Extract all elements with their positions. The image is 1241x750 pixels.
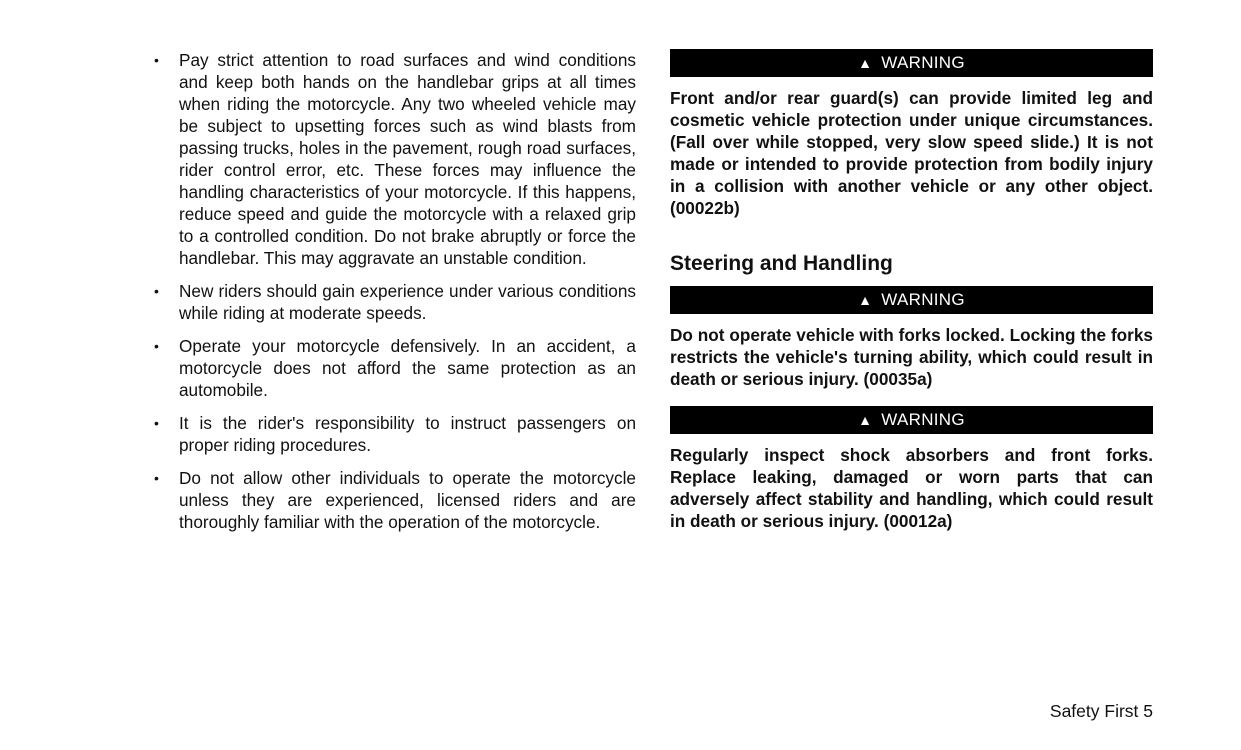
- bullet-icon: •: [154, 338, 159, 354]
- warning-label: WARNING: [881, 53, 965, 72]
- page-footer: Safety First 5: [1049, 701, 1153, 721]
- warning-triangle-icon: ▲: [858, 55, 873, 71]
- list-item: [154, 280, 636, 324]
- warning-text: Do not operate vehicle with forks locked. Locking the forks restricts the vehicle's turning ability, which could result in death or serious injury. (00035a): [670, 325, 1153, 389]
- warning-triangle-icon: ▲: [858, 412, 873, 428]
- warning-text: Regularly inspect shock absorbers and front forks. Replace leaking, damaged or worn parts that can adversely affect stability and handling, which could result in death or serious injury. (00012a): [670, 445, 1153, 531]
- list-item: [154, 335, 636, 401]
- bullet-icon: •: [154, 415, 159, 431]
- warning-label: WARNING: [881, 410, 965, 429]
- list-item: [154, 49, 636, 269]
- list-item-text: It is the rider's responsibility to instruct passengers on proper riding procedures.: [179, 413, 636, 455]
- spacer: [670, 390, 1153, 406]
- list-item-text: New riders should gain experience under various conditions while riding at moderate speeds.: [179, 281, 636, 323]
- warning-block-guards: [670, 49, 1153, 219]
- list-item-text: Operate your motorcycle defensively. In an accident, a motorcycle does not afford the same protection as an automobile.: [179, 336, 636, 400]
- warning-triangle-icon: ▲: [858, 292, 873, 308]
- bullet-icon: •: [154, 52, 159, 68]
- section-heading: Steering and Handling: [670, 252, 893, 275]
- warning-text: Front and/or rear guard(s) can provide limited leg and cosmetic vehicle protection under unique circumstances. (Fall over while stopped, very slow speed slide.) It is not made or intended to provide protection from bodily injury in a collision with another vehicle or any other object. (00022b): [670, 88, 1153, 218]
- list-item-text: Pay strict attention to road surfaces and wind conditions and keep both hands on the handlebar grips at all times when riding the motorcycle. Any two wheeled vehicle may be subject to upsetting forces such as wind blasts from passing trucks, holes in the pavement, rough road surfaces, rider control error, etc. These forces may influence the handling characteristics of your motorcycle. If this happens, reduce speed and guide the motorcycle with a relaxed grip to a controlled condition. Do not brake abruptly or force the handlebar. This may aggravate an unstable condition.: [179, 50, 636, 268]
- bullet-icon: •: [154, 283, 159, 299]
- list-item-text: Do not allow other individuals to operate the motorcycle unless they are experienced, licensed riders and are thoroughly familiar with the operation of the motorcycle.: [179, 468, 636, 532]
- warnings-column: [670, 49, 1153, 532]
- bullet-icon: •: [154, 470, 159, 486]
- list-item: [154, 467, 636, 533]
- warning-banner: [670, 49, 1153, 77]
- warning-banner: [670, 286, 1153, 314]
- list-item: [154, 412, 636, 456]
- warning-label: WARNING: [881, 290, 965, 309]
- warning-block-shock-absorbers: [670, 406, 1153, 532]
- safety-bullet-list: [154, 49, 636, 544]
- warning-block-forks-locked: [670, 286, 1153, 390]
- warning-banner: [670, 406, 1153, 434]
